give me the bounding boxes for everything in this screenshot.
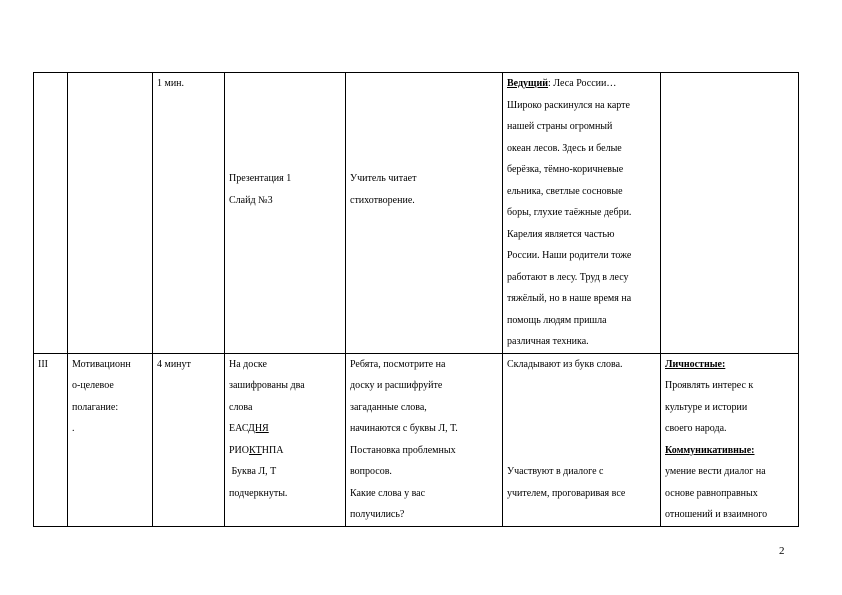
student-line: помощь людям пришла	[507, 314, 607, 326]
time-cell	[153, 353, 225, 526]
resource-line: Презентация 1	[229, 173, 292, 184]
student-line: нашей страны огромный	[507, 121, 613, 132]
resource-cell	[225, 73, 346, 354]
page-number: 2	[779, 545, 785, 557]
encoded-word-part: ЕАС	[229, 423, 249, 434]
stage-name-line: Мотивационн	[72, 358, 131, 370]
encoded-word-2	[229, 440, 342, 462]
stage-name-cell	[68, 353, 153, 526]
teacher-line: загаданные слова,	[350, 401, 427, 413]
teacher-line: начинаются с буквы Л, Т.	[350, 423, 458, 434]
student-line: учителем, проговаривая все	[507, 487, 626, 499]
resource-line: Буква Л, Т	[229, 466, 277, 477]
student-line: Широко раскинулся на карте	[507, 99, 630, 111]
encoded-word-underlined: ДНЯ	[248, 423, 269, 434]
student-line: России. Наши родители тоже	[507, 250, 632, 261]
stage-name-line: полагание:	[72, 401, 119, 413]
stage-number-cell	[34, 73, 68, 354]
student-line: различная техника.	[507, 336, 589, 347]
student-line: Складывают из букв слова.	[507, 358, 623, 370]
resource-line: зашифрованы два	[229, 380, 305, 391]
teacher-line: вопросов.	[350, 466, 392, 477]
uud-line: отношений и взаимного	[665, 509, 768, 520]
teacher-line: Постановка проблемных	[350, 444, 456, 456]
student-line: Карелия является частью	[507, 228, 615, 240]
stage-number-cell	[34, 353, 68, 526]
encoded-word-part: НПА	[261, 444, 284, 456]
uud-cell	[661, 353, 799, 526]
uud-line: основе равноправных	[665, 487, 758, 499]
teacher-line: получились?	[350, 509, 405, 520]
student-line: берёзка, тёмно-коричневые	[507, 164, 624, 175]
student-line: океан лесов. Здесь и белые	[507, 142, 622, 154]
teacher-activity-cell	[346, 353, 503, 526]
stage-number: III	[38, 358, 48, 370]
teacher-line: Ребята, посмотрите на	[350, 358, 446, 370]
teacher-activity-cell	[346, 73, 503, 354]
communicative-heading: Коммуникативные:	[665, 444, 755, 456]
stage-name-line: о-целевое	[72, 380, 114, 391]
student-activity-cell	[503, 353, 661, 526]
table-row	[34, 353, 799, 526]
student-line: работают в лесу. Труд в лесу	[507, 271, 629, 283]
student-line: ельника, светлые сосновые	[507, 185, 623, 197]
stage-name-line: .	[72, 423, 75, 434]
stage-name-cell	[68, 73, 153, 354]
uud-cell	[661, 73, 799, 354]
student-line: тяжёлый, но в наше время на	[507, 293, 632, 304]
time-cell	[153, 73, 225, 354]
uud-line: умение вести диалог на	[665, 466, 766, 477]
student-heading	[507, 73, 657, 95]
student-line: Участвуют в диалоге с	[507, 466, 604, 477]
resource-line: На доске	[229, 358, 267, 370]
uud-line: Проявлять интерес к	[665, 380, 754, 391]
resource-line: подчеркнуты.	[229, 487, 288, 499]
uud-line: культуре и истории	[665, 401, 748, 413]
time-text: 1 мин.	[157, 78, 185, 89]
resource-line: слова	[229, 401, 253, 413]
leader-label: Ведущий	[507, 78, 549, 89]
teacher-line: Учитель читает	[350, 173, 417, 184]
student-activity-cell	[503, 73, 661, 354]
lesson-plan-table	[33, 72, 799, 527]
encoded-word-1	[229, 418, 342, 440]
personal-heading: Личностные:	[665, 358, 726, 370]
teacher-line: доску и расшифруйте	[350, 380, 443, 391]
encoded-word-part: РИО	[229, 444, 250, 456]
table-row	[34, 73, 799, 354]
teacher-line: стихотворение.	[350, 194, 415, 206]
teacher-line: Какие слова у вас	[350, 487, 426, 499]
student-line: боры, глухие таёжные дебри.	[507, 207, 632, 218]
time-text: 4 минут	[157, 358, 191, 370]
encoded-word-underlined: КТ	[249, 444, 262, 456]
resource-line: Слайд №3	[229, 194, 273, 206]
resource-cell	[225, 353, 346, 526]
uud-line: своего народа.	[665, 423, 727, 434]
forests-title: : Леса России…	[548, 78, 617, 89]
